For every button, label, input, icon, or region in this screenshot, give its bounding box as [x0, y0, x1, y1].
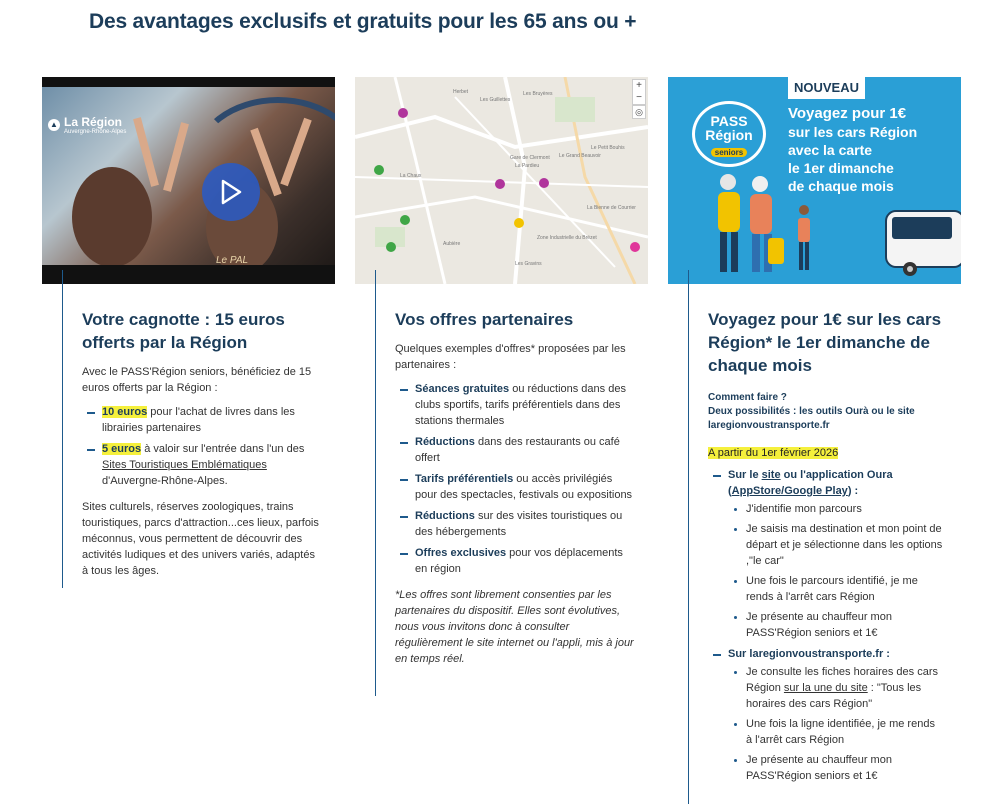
list-item: Réductions dans des restaurants ou café offert	[395, 434, 635, 466]
voyage-list	[708, 467, 944, 784]
map-label: Le Grand Beauvoir	[559, 153, 601, 159]
map-pin[interactable]	[400, 215, 410, 225]
riders-illustration	[42, 87, 335, 265]
date-highlight: A partir du 1er février 2026	[708, 447, 839, 459]
app-store-link[interactable]: AppStore/Google Play	[731, 485, 848, 497]
cagnotte-list	[82, 404, 322, 489]
map-pin[interactable]	[386, 242, 396, 252]
how-question: Comment faire ?	[708, 392, 787, 403]
promo-headline: Voyagez pour 1€ sur les cars Région avec la carte le 1er dimanche de chaque mois	[788, 105, 918, 194]
map-label: La Bienne de Courrier	[587, 205, 636, 211]
video-thumbnail	[42, 87, 335, 265]
voyage-heading: Voyagez pour 1€ sur les cars Région* le 1er dimanche de chaque mois	[708, 310, 942, 375]
map-label: Les Bruyères	[523, 91, 553, 97]
map-label: La Chaux	[400, 173, 422, 179]
brand-sub: Auvergne-Rhône-Alpes	[64, 129, 127, 135]
pass-region-seniors-logo: PASS Région seniors	[692, 101, 766, 167]
cagnotte-section	[82, 308, 322, 587]
column-divider	[688, 270, 689, 804]
map-pin[interactable]	[539, 178, 549, 188]
zoom-in-icon[interactable]: +	[636, 80, 642, 91]
map-label: La Pardieu	[515, 163, 540, 169]
region-brand	[48, 115, 126, 135]
offres-list	[395, 381, 635, 577]
map-pin[interactable]	[374, 165, 384, 175]
offres-note: *Les offres sont librement consenties par les partenaires du dispositif. Elles sont évolutives, nous vous invitons donc à consulter régulièrement le site internet ou l'appli, mis à jour en temps réel.	[395, 589, 634, 665]
list-item: Séances gratuites ou réductions dans des clubs sportifs, tarifs préférentiels dans des stations thermales	[395, 381, 635, 429]
cagnotte-heading: Votre cagnotte : 15 euros offerts par la Région	[82, 310, 285, 352]
map-label: Gare de Clermont	[510, 155, 550, 161]
site-link[interactable]: site	[761, 469, 781, 481]
map-label: Le Petit Bouhis	[591, 145, 625, 151]
section1-steps	[728, 501, 944, 641]
map-pin[interactable]	[398, 108, 408, 118]
page-title: Des avantages exclusifs et gratuits pour les 65 ans ou +	[89, 10, 637, 33]
play-button[interactable]	[202, 163, 260, 221]
region-logo-icon: ▲	[48, 119, 60, 131]
list-item: 5 euros à valoir sur l'entrée dans l'un des Sites Touristiques Emblématiques d'Auvergne-Rhône-Alpes.	[82, 441, 322, 489]
zoom-out-icon[interactable]: −	[636, 92, 642, 103]
list-item: Une fois la ligne identifiée, je me rends à l'arrêt cars Région	[728, 716, 944, 748]
map-canvas[interactable]	[355, 77, 648, 284]
map-zoom-control[interactable]	[632, 79, 646, 105]
list-item: Réductions sur des visites touristiques ou des hébergements	[395, 508, 635, 540]
list-item: Je saisis ma destination et mon point de départ et je sélectionne dans les options ,"le car"	[728, 521, 944, 569]
map-pin[interactable]	[514, 218, 524, 228]
brand-name: La Région	[64, 115, 123, 129]
map-label: Les Guillettes	[480, 97, 511, 103]
map-pin[interactable]	[630, 242, 640, 252]
column-divider	[375, 270, 376, 696]
list-item: Sur le site ou l'application Oura (AppStore/Google Play) : J'identifie mon parcours Je saisis ma destination et mon point de départ et je sélectionne dans les options ,"le car" Une fois le parcours identifié, je me rends à l'arrêt cars Région Je présente au chauffeur mon PASS'Région seniors et 1€	[708, 467, 944, 641]
list-item: Une fois le parcours identifié, je me rends à l'arrêt cars Région	[728, 573, 944, 605]
map-label: Herbet	[453, 89, 469, 95]
cagnotte-intro: Avec le PASS'Région seniors, bénéficiez de 15 euros offerts par la Région :	[82, 366, 312, 394]
promo-banner	[668, 77, 961, 284]
list-item: Je consulte les fiches horaires des cars Région sur la une du site : "Tous les horaires des cars Région"	[728, 664, 944, 712]
partners-map[interactable]	[355, 77, 648, 284]
voyage-section	[708, 308, 944, 789]
list-item: Offres exclusives pour vos déplacements en région	[395, 545, 635, 577]
map-label: Les Gravins	[515, 261, 542, 267]
list-item: Je présente au chauffeur mon PASS'Région seniors et 1€	[728, 752, 944, 784]
sites-touristiques-link[interactable]: Sites Touristiques Emblématiques	[102, 459, 267, 471]
column-divider	[62, 270, 63, 588]
list-item: Sur laregionvoustransporte.fr : Je consulte les fiches horaires des cars Région sur la une du site : "Tous les horaires des cars Région" Une fois la ligne identifiée, je me rends à l'arrêt cars Région Je présente au chauffeur mon PASS'Région seniors et 1€	[708, 646, 944, 784]
play-icon	[219, 178, 243, 206]
video-player[interactable]	[42, 77, 335, 284]
map-label: Zone Industrielle du Brézet	[537, 235, 597, 241]
offres-intro: Quelques exemples d'offres* proposées par les partenaires :	[395, 343, 626, 371]
map-pin[interactable]	[495, 179, 505, 189]
list-item: Tarifs préférentiels ou accès privilégiés pour des spectacles, festivals ou expositions	[395, 471, 635, 503]
section2-steps	[728, 664, 944, 784]
how-answer: Deux possibilités : les outils Ourà ou le site laregionvoustransporte.fr	[708, 406, 915, 431]
locate-icon[interactable]: ◎	[632, 105, 646, 119]
une-du-site-link[interactable]: sur la une du site	[783, 682, 868, 694]
list-item: Je présente au chauffeur mon PASS'Région seniors et 1€	[728, 609, 944, 641]
map-label: Aubière	[443, 241, 461, 247]
list-item: 10 euros pour l'achat de livres dans les librairies partenaires	[82, 404, 322, 436]
offres-section	[395, 308, 635, 675]
new-badge: NOUVEAU	[788, 77, 865, 99]
seniors-illustration	[708, 172, 848, 282]
offres-heading: Vos offres partenaires	[395, 310, 574, 329]
video-watermark: Le PAL	[216, 255, 249, 266]
date-line	[708, 445, 944, 461]
cagnotte-outro: Sites culturels, réserves zoologiques, trains touristiques, parcs d'attraction...ces lieux, parfois méconnus, vous permettent de découvrir des activités ludiques et des univers variés, adaptés à tous les âges.	[82, 501, 319, 577]
list-item: J'identifie mon parcours	[728, 501, 944, 517]
bus-illustration	[880, 207, 961, 277]
